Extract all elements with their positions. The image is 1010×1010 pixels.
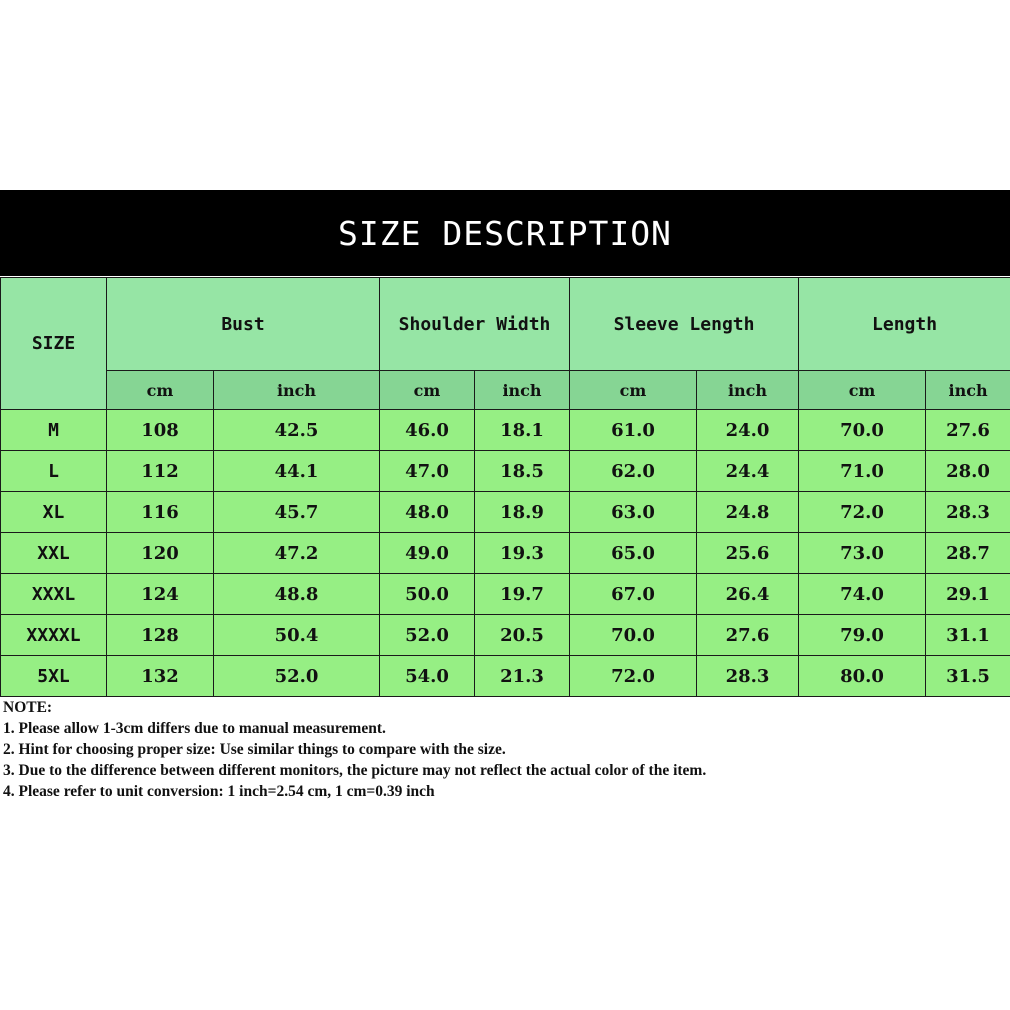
size-label-cell: L bbox=[1, 451, 107, 492]
note-item: 3. Due to the difference between different monitors, the picture may not reflect the actual color of the item. bbox=[3, 762, 707, 779]
size-label-cell: XXL bbox=[1, 533, 107, 574]
measurement-cell: 67.0 bbox=[570, 574, 697, 615]
sleeve-length-header: Sleeve Length bbox=[570, 278, 799, 371]
size-label-cell: XXXXL bbox=[1, 615, 107, 656]
measurement-cell: 116 bbox=[107, 492, 214, 533]
unit-header: cm bbox=[107, 371, 214, 410]
measurement-cell: 24.0 bbox=[697, 410, 799, 451]
measurement-cell: 18.9 bbox=[475, 492, 570, 533]
table-row bbox=[1, 451, 1010, 492]
measurement-cell: 72.0 bbox=[799, 492, 926, 533]
measurement-cell: 27.6 bbox=[697, 615, 799, 656]
size-column-header: SIZE bbox=[1, 278, 107, 410]
measurement-cell: 48.8 bbox=[214, 574, 380, 615]
measurement-cell: 50.0 bbox=[380, 574, 475, 615]
note-item: 2. Hint for choosing proper size: Use similar things to compare with the size. bbox=[3, 741, 506, 758]
measurement-cell: 54.0 bbox=[380, 656, 475, 697]
measurement-cell: 48.0 bbox=[380, 492, 475, 533]
measurement-cell: 70.0 bbox=[799, 410, 926, 451]
measurement-cell: 26.4 bbox=[697, 574, 799, 615]
measurement-cell: 21.3 bbox=[475, 656, 570, 697]
table-row bbox=[1, 410, 1010, 451]
measurement-cell: 61.0 bbox=[570, 410, 697, 451]
measurement-cell: 24.4 bbox=[697, 451, 799, 492]
notes-heading: NOTE: bbox=[3, 699, 53, 716]
measurement-cell: 52.0 bbox=[214, 656, 380, 697]
table-row bbox=[1, 615, 1010, 656]
unit-header: cm bbox=[380, 371, 475, 410]
size-label-cell: XXXL bbox=[1, 574, 107, 615]
measurement-cell: 49.0 bbox=[380, 533, 475, 574]
measurement-cell: 132 bbox=[107, 656, 214, 697]
size-chart-table bbox=[0, 277, 1010, 697]
measurement-cell: 73.0 bbox=[799, 533, 926, 574]
measurement-cell: 18.1 bbox=[475, 410, 570, 451]
measurement-cell: 20.5 bbox=[475, 615, 570, 656]
measurement-cell: 28.7 bbox=[926, 533, 1010, 574]
measurement-cell: 45.7 bbox=[214, 492, 380, 533]
measurement-cell: 79.0 bbox=[799, 615, 926, 656]
measurement-cell: 31.5 bbox=[926, 656, 1010, 697]
measurement-cell: 72.0 bbox=[570, 656, 697, 697]
unit-header: inch bbox=[475, 371, 570, 410]
measurement-cell: 25.6 bbox=[697, 533, 799, 574]
note-item: 1. Please allow 1-3cm differs due to manual measurement. bbox=[3, 720, 386, 737]
measurement-cell: 80.0 bbox=[799, 656, 926, 697]
measurement-cell: 52.0 bbox=[380, 615, 475, 656]
measurement-cell: 70.0 bbox=[570, 615, 697, 656]
measurement-cell: 47.2 bbox=[214, 533, 380, 574]
notes-section bbox=[3, 697, 1003, 802]
measurement-cell: 74.0 bbox=[799, 574, 926, 615]
measurement-cell: 19.7 bbox=[475, 574, 570, 615]
measurement-cell: 24.8 bbox=[697, 492, 799, 533]
size-label-cell: M bbox=[1, 410, 107, 451]
measurement-cell: 28.3 bbox=[926, 492, 1010, 533]
table-row bbox=[1, 656, 1010, 697]
page-title: SIZE DESCRIPTION bbox=[338, 213, 672, 253]
measurement-cell: 128 bbox=[107, 615, 214, 656]
unit-header: inch bbox=[926, 371, 1010, 410]
measurement-cell: 47.0 bbox=[380, 451, 475, 492]
table-body bbox=[1, 410, 1010, 697]
bust-header: Bust bbox=[107, 278, 380, 371]
measurement-cell: 42.5 bbox=[214, 410, 380, 451]
table-row bbox=[1, 574, 1010, 615]
size-label-cell: 5XL bbox=[1, 656, 107, 697]
size-label-cell: XL bbox=[1, 492, 107, 533]
measurement-cell: 62.0 bbox=[570, 451, 697, 492]
measurement-cell: 28.3 bbox=[697, 656, 799, 697]
measurement-cell: 71.0 bbox=[799, 451, 926, 492]
measurement-cell: 112 bbox=[107, 451, 214, 492]
length-header: Length bbox=[799, 278, 1010, 371]
measurement-cell: 124 bbox=[107, 574, 214, 615]
table-row bbox=[1, 492, 1010, 533]
note-item: 4. Please refer to unit conversion: 1 inch=2.54 cm, 1 cm=0.39 inch bbox=[3, 783, 435, 800]
unit-header: cm bbox=[570, 371, 697, 410]
shoulder-width-header: Shoulder Width bbox=[380, 278, 570, 371]
measurement-cell: 29.1 bbox=[926, 574, 1010, 615]
table-row bbox=[1, 533, 1010, 574]
unit-header: cm bbox=[799, 371, 926, 410]
measurement-cell: 50.4 bbox=[214, 615, 380, 656]
unit-header: inch bbox=[697, 371, 799, 410]
measurement-cell: 120 bbox=[107, 533, 214, 574]
measurement-cell: 46.0 bbox=[380, 410, 475, 451]
measurement-cell: 18.5 bbox=[475, 451, 570, 492]
measurement-cell: 44.1 bbox=[214, 451, 380, 492]
unit-header: inch bbox=[214, 371, 380, 410]
measurement-cell: 31.1 bbox=[926, 615, 1010, 656]
measurement-cell: 27.6 bbox=[926, 410, 1010, 451]
title-banner bbox=[0, 190, 1010, 276]
measurement-cell: 63.0 bbox=[570, 492, 697, 533]
measurement-cell: 28.0 bbox=[926, 451, 1010, 492]
measurement-cell: 19.3 bbox=[475, 533, 570, 574]
measurement-cell: 108 bbox=[107, 410, 214, 451]
measurement-cell: 65.0 bbox=[570, 533, 697, 574]
